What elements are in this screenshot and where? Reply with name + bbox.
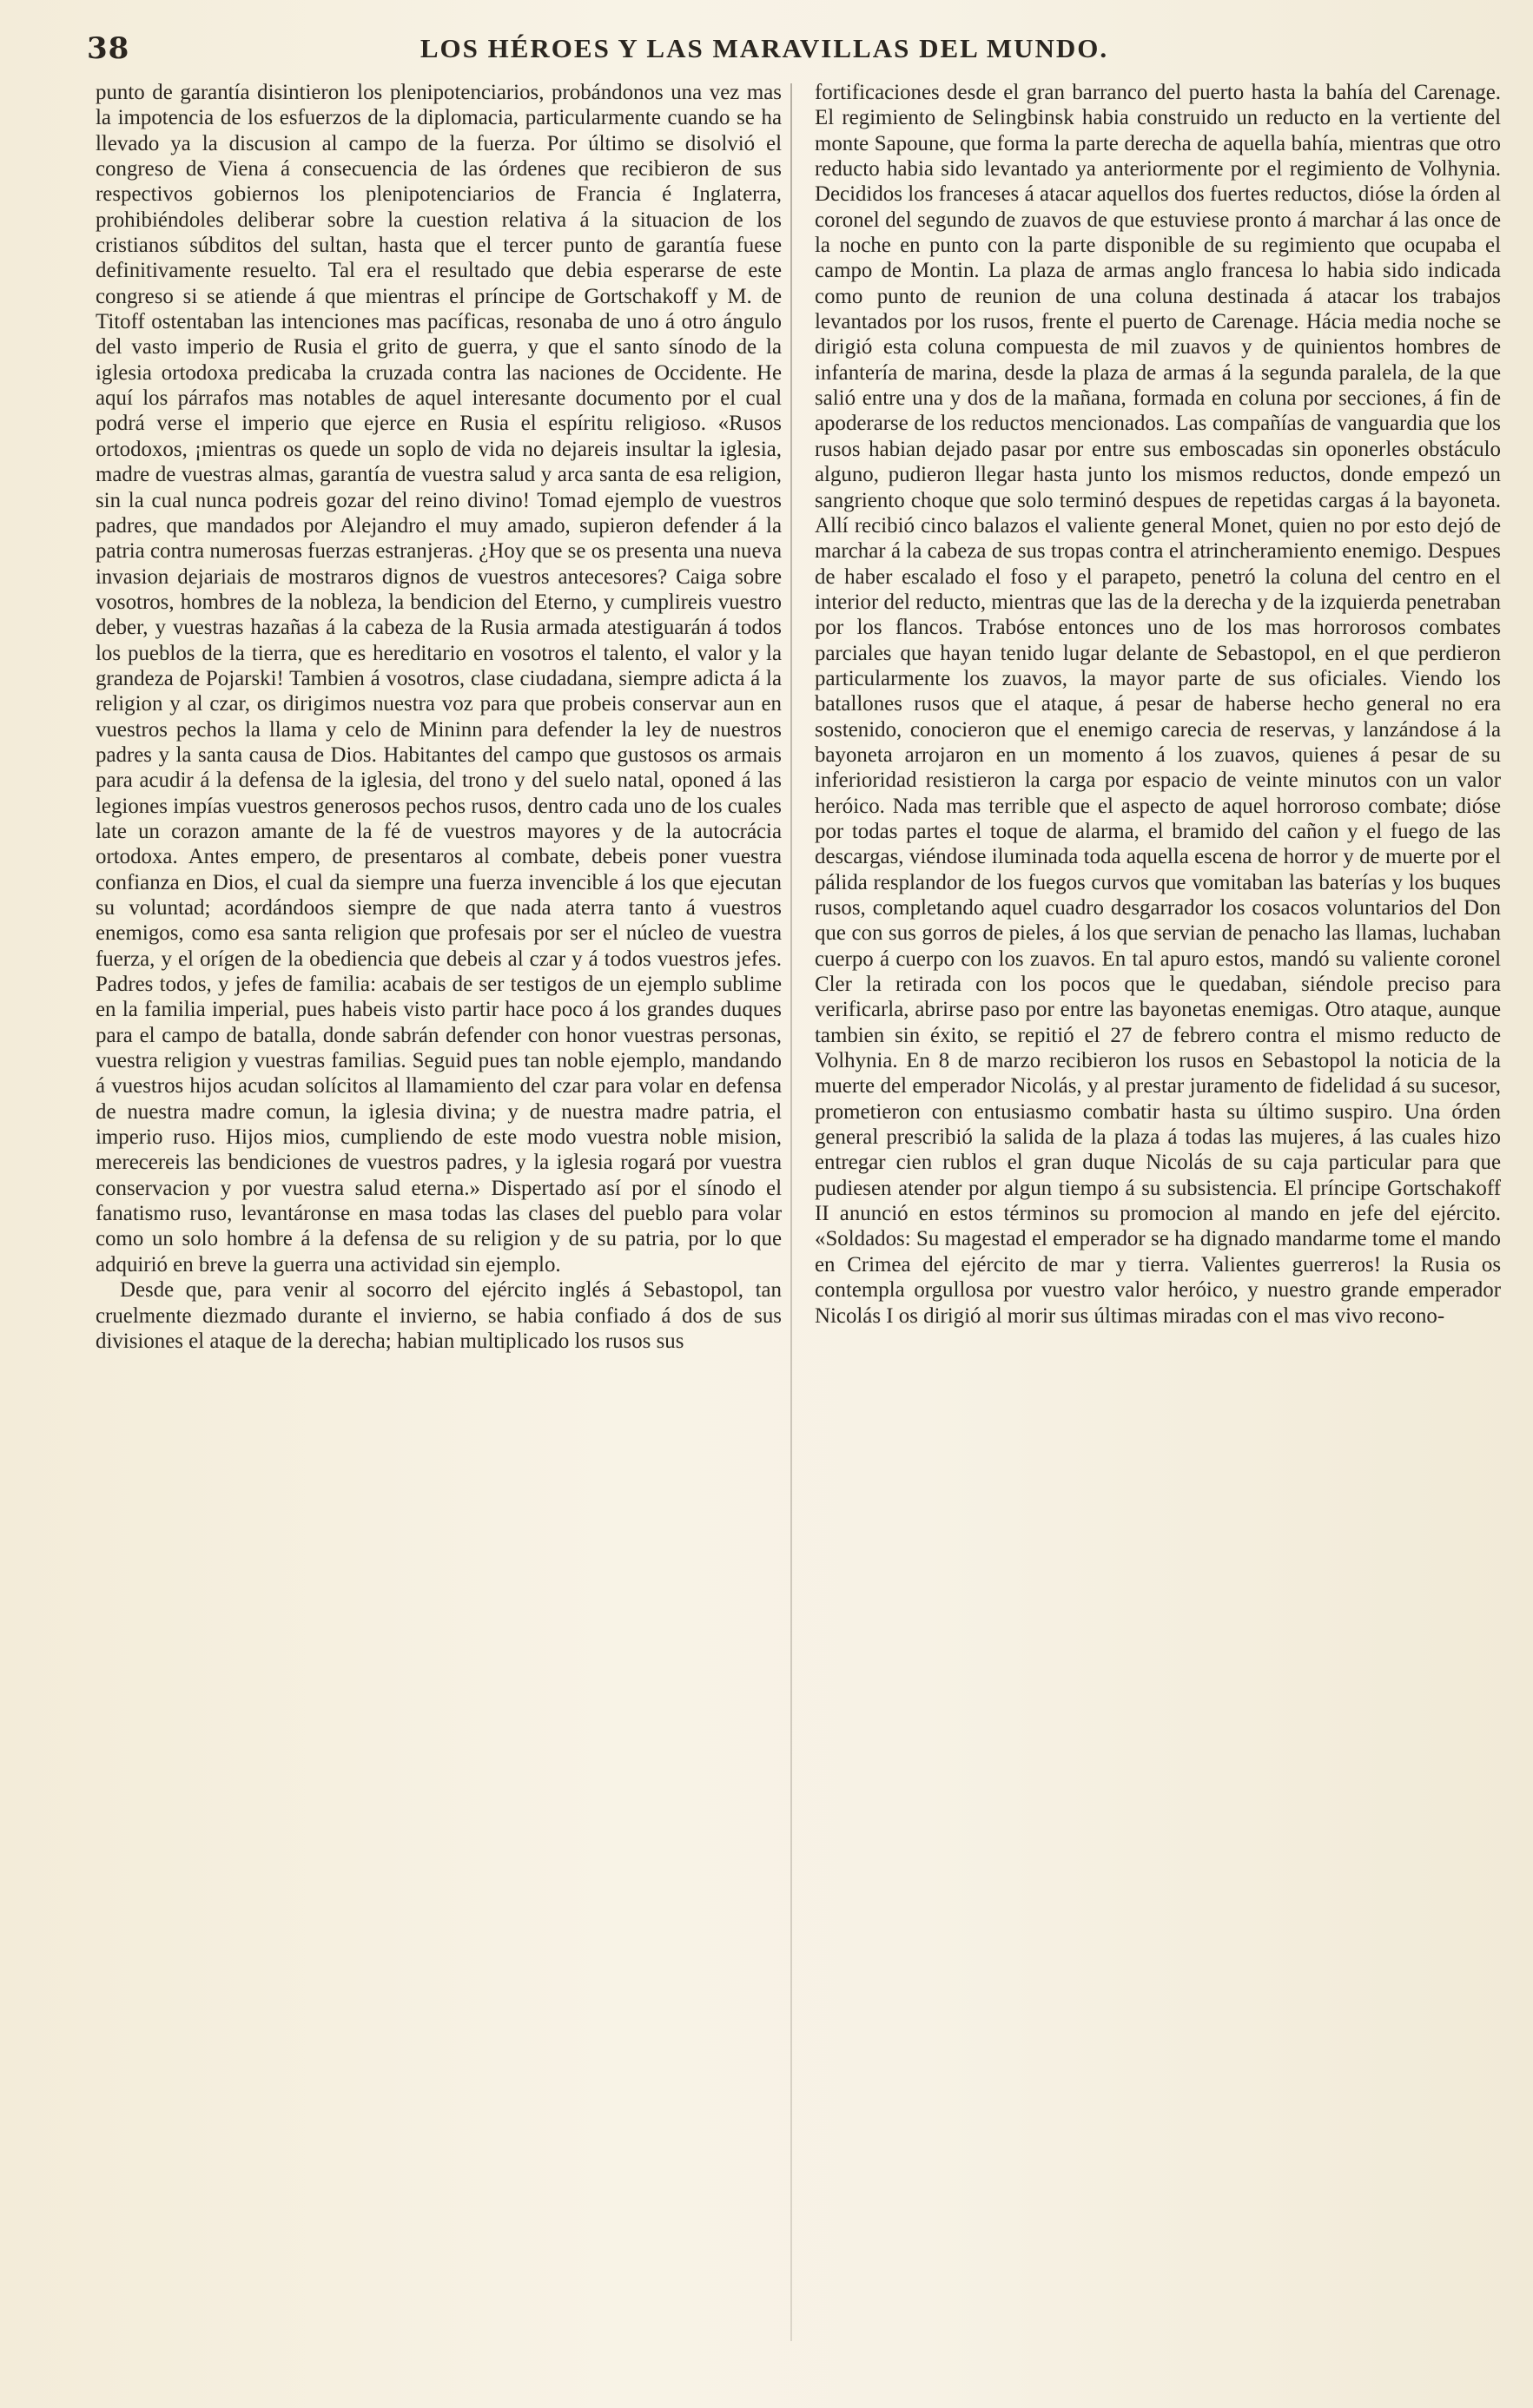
right-column <box>815 80 1501 2364</box>
page-number: 38 <box>87 31 130 66</box>
left-paragraph-1: punto de garantía disintieron los plenipotenciarios, probándonos una vez mas la impotencia de los esfuerzos de la diplomacia, particularmente cuando se ha llevado ya la discusion al campo de la fuerza. Por último se disolvió el congreso de Viena á consecuencia de las órdenes que recibieron de sus respectivos gobiernos los plenipotenciarios de Francia é Inglaterra, prohibiéndoles deliberar sobre la cuestion relativa á la situacion de los cristianos súbditos del sultan, hasta que el tercer punto de garantía fuese definitivamente resuelto. Tal era el resultado que debia esperarse de este congreso si se atiende á que mientras el príncipe de Gortschakoff y M. de Titoff ostentaban las intenciones mas pacíficas, resonaba de uno á otro ángulo del vasto imperio de Rusia el grito de guerra, y que el santo sínodo de la iglesia ortodoxa predicaba la cruzada contra las naciones de Occidente. He aquí los párrafos mas notables de aquel interesante documento por el cual podrá verse el imperio que ejerce en Rusia el espíritu religioso. «Rusos ortodoxos, ¡mientras os quede un soplo de vida no dejareis insultar la iglesia, madre de vuestras almas, garantía de vuestra salud y arca santa de esa religion, sin la cual nunca podreis gozar del reino divino! Tomad ejemplo de vuestros padres, que mandados por Alejandro el muy amado, supieron defender á la patria contra numerosas fuerzas estranjeras. ¿Hoy que se os presenta una nueva invasion dejariais de mostraros dignos de vuestros antecesores? Caiga sobre vosotros, hombres de la nobleza, la bendicion del Eterno, y cumplireis vuestro deber, y vuestras hazañas á la cabeza de la Rusia armada atestiguarán á todos los pueblos de la tierra, que es hereditario en vosotros el talento, el valor y la grandeza de Pojarski! Tambien á vosotros, clase ciudadana, siempre adicta á la religion y al czar, os dirigimos nuestra voz para que probeis conservar aun en vuestros pechos la llama y celo de Mininn para defender la ley de nuestros padres y la santa causa de Dios. Habitantes del campo que gustosos os armais para acudir á la defensa de la iglesia, del trono y del suelo natal, oponed á las legiones impías vuestros generosos pechos rusos, dentro cada uno de los cuales late un corazon amante de la fé de vuestros mayores y de la autocrácia ortodoxa. Antes empero, de presentaros al combate, debeis poner vuestra confianza en Dios, el cual da siempre una fuerza invencible á los que ejecutan su voluntad; acordándoos siempre de que nada aterra tanto á vuestros enemigos, como esa santa religion que profesais por ser el núcleo de vuestra fuerza, y el orígen de la obediencia que debeis al czar y á todos vuestros jefes. Padres todos, y jefes de familia: acabais de ser testigos de un ejemplo sublime en la familia imperial, pues habeis visto partir hace poco á los grandes duques para el campo de batalla, donde sabrán defender con honor vuestras personas, vuestra religion y vuestras familias. Seguid pues tan noble ejemplo, mandando á vuestros hijos acudan solícitos al llamamiento del czar para volar en defensa de nuestra madre comun, la iglesia divina; y de nuestra madre patria, el imperio ruso. Hijos mios, cumpliendo de este modo vuestra noble mision, merecereis las bendiciones de vuestros padres, y la iglesia rogará por vuestra conservacion y por vuestra salud eterna.» Dispertado así por el sínodo el fanatismo ruso, levantáronse en masa todas las clases del pueblo para volar como un solo hombre á la defensa de su religion y de su patria, por lo que adquirió en breve la guerra una actividad sin ejemplo. <box>96 81 782 1277</box>
left-paragraph-2: Desde que, para venir al socorro del ejército inglés á Sebastopol, tan cruelmente diezmado durante el invierno, se habia confiado á dos de sus divisiones el ataque de la derecha; habian multiplicado los rusos sus <box>96 1278 782 1353</box>
column-divider <box>790 83 792 2341</box>
left-column <box>96 80 782 2364</box>
running-title: LOS HÉROES Y LAS MARAVILLAS DEL MUNDO. <box>420 33 1109 63</box>
right-paragraph-1: fortificaciones desde el gran barranco del puerto hasta la bahía del Carenage. El regimiento de Selingbinsk habia construido un reducto en la vertiente del monte Sapoune, que forma la parte derecha de aquella bahía, mientras que otro reducto habia sido levantado ya anteriormente por el regimiento de Volhynia. Decididos los franceses á atacar aquellos dos fuertes reductos, dióse la órden al coronel del segundo de zuavos de que estuviese pronto á marchar á las once de la noche en punto con la parte disponible de su regimiento que ocupaba el campo de Montin. La plaza de armas anglo francesa lo habia sido indicada como punto de reunion de una coluna destinada á atacar los trabajos levantados por los rusos, frente el puerto de Carenage. Hácia media noche se dirigió esta coluna compuesta de mil zuavos y de quinientos hombres de infantería de marina, desde la plaza de armas á la segunda paralela, de la que salió entre una y dos de la mañana, formada en coluna por secciones, á fin de apoderarse de los reductos mencionados. Las compañías de vanguardia que los rusos habian dejado pasar por entre sus emboscadas sin oponerles obstáculo alguno, pudieron llegar hasta junto los mismos reductos, donde empezó un sangriento choque que solo terminó despues de repetidas cargas á la bayoneta. Allí recibió cinco balazos el valiente general Monet, quien no por esto dejó de marchar á la cabeza de sus tropas contra el atrincheramiento enemigo. Despues de haber escalado el foso y el parapeto, penetró la coluna del centro en el interior del reducto, mientras que las de la derecha y de la izquierda penetraban por los flancos. Trabóse entonces uno de los mas horrorosos combates parciales que hayan tenido lugar delante de Sebastopol, en el que perdieron particularmente los zuavos, la mayor parte de sus oficiales. Viendo los batallones rusos que el ataque, á pesar de haberse hecho general no era sostenido, conocieron que el enemigo carecia de reservas, y lanzándose á la bayoneta arrojaron en un momento á los zuavos, quienes á pesar de su inferioridad resistieron la carga por espacio de veinte minutos con un valor heróico. Nada mas terrible que el aspecto de aquel horroroso combate; dióse por todas partes el toque de alarma, el bramido del cañon y el fuego de las descargas, viéndose iluminada toda aquella escena de horror y de muerte por el pálida resplandor de los fuegos curvos que vomitaban las baterías y los buques rusos, completando aquel cuadro desgarrador los cosacos voluntarios del Don que con sus gorros de pieles, á los que servian de penacho las llamas, luchaban cuerpo á cuerpo con los zuavos. En tal apuro estos, mandó su valiente coronel Cler la retirada con los pocos que le quedaban, siéndole preciso para verificarla, abrirse paso por entre las bayonetas enemigas. Otro ataque, aunque tambien sin éxito, se repitió el 27 de febrero contra el mismo reducto de Volhynia. En 8 de marzo recibieron los rusos en Sebastopol la noticia de la muerte del emperador Nicolás, y al prestar juramento de fidelidad á su sucesor, prometieron con entusiasmo combatir hasta su último suspiro. Una órden general prescribió la salida de la plaza á todas las mujeres, á las cuales hizo entregar cien rublos el gran duque Nicolás de su caja particular para que pudiesen atender por algun tiempo á su subsistencia. El príncipe Gortschakoff II anunció en estos términos su promocion al mando en jefe del ejército. «Soldados: Su magestad el emperador se ha dignado mandarme tome el mando en Crimea del ejército de mar y tierra. Valientes guerreros! la Rusia os contempla orgullosa por vuestro valor heróico, y nuestro grande emperador Nicolás I os dirigió al morir sus últimas miradas con el mas vivo recono- <box>815 81 1501 1328</box>
page-header <box>87 26 1442 78</box>
